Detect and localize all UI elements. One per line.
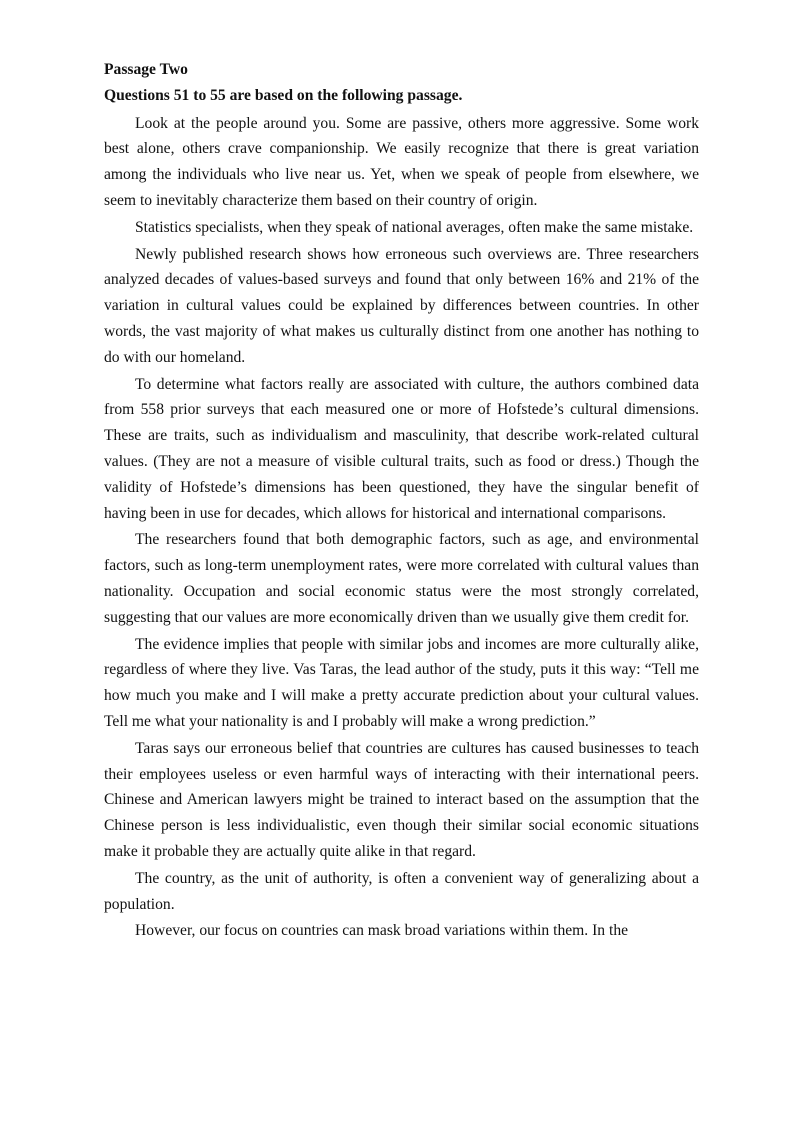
paragraph: Look at the people around you. Some are passive, others more aggressive. Some work best alone, others crave companionship. We easily recognize that there is great variation among the individuals who live near us. Yet, when we speak of people from elsewhere, we seem to inevitably characterize them based on their country of origin. <box>104 114 699 209</box>
paragraph: However, our focus on countries can mask broad variations within them. In the <box>135 922 629 940</box>
paragraph: Newly published research shows how erroneous such overviews are. Three researchers analyzed decades of values-based surveys and found that only between 16% and 21% of the variation in cultural values could be explained by differences between countries. In other words, the vast majority of what makes us culturally distinct from one another has nothing to do with our homeland. <box>104 245 699 366</box>
paragraph: The country, as the unit of authority, is often a convenient way of generalizing about a population. <box>104 869 699 913</box>
passage-body <box>104 111 699 945</box>
paragraph: To determine what factors really are associated with culture, the authors combined data from 558 prior surveys that each measured one or more of Hofstede’s cultural dimensions. These are traits, such as individualism and masculinity, that describe work-related cultural values. (They are not a measure of visible cultural traits, such as food or dress.) Though the validity of Hofstede’s dimensions has been questioned, they have the singular benefit of having been in use for decades, which allows for historical and international comparisons. <box>104 375 699 522</box>
paragraph: Taras says our erroneous belief that countries are cultures has caused businesses to teach their employees useless or even harmful ways of interacting with their international peers. Chinese and American lawyers might be trained to interact based on the assumption that the Chinese person is less individualistic, even though their similar social economic situations make it probable they are actually quite alike in that regard. <box>104 739 699 860</box>
passage-header <box>104 57 699 109</box>
paragraph: The evidence implies that people with similar jobs and incomes are more culturally alike, regardless of where they live. Vas Taras, the lead author of the study, puts it this way: “Tell me how much you make and I will make a pretty accurate prediction about your cultural values. Tell me what your nationality is and I probably will make a wrong prediction.” <box>104 635 699 730</box>
paragraph: Statistics specialists, when they speak of national averages, often make the same mistake. <box>135 218 694 236</box>
paragraph: The researchers found that both demographic factors, such as age, and environmental factors, such as long-term unemployment rates, were more correlated with cultural values than nationality. Occupation and social economic status were the most strongly correlated, suggesting that our values are more economically driven than we usually give them credit for. <box>104 531 699 626</box>
document-page <box>104 57 699 944</box>
passage-title: Passage Two <box>104 61 188 78</box>
passage-instruction: Questions 51 to 55 are based on the following passage. <box>104 86 463 104</box>
